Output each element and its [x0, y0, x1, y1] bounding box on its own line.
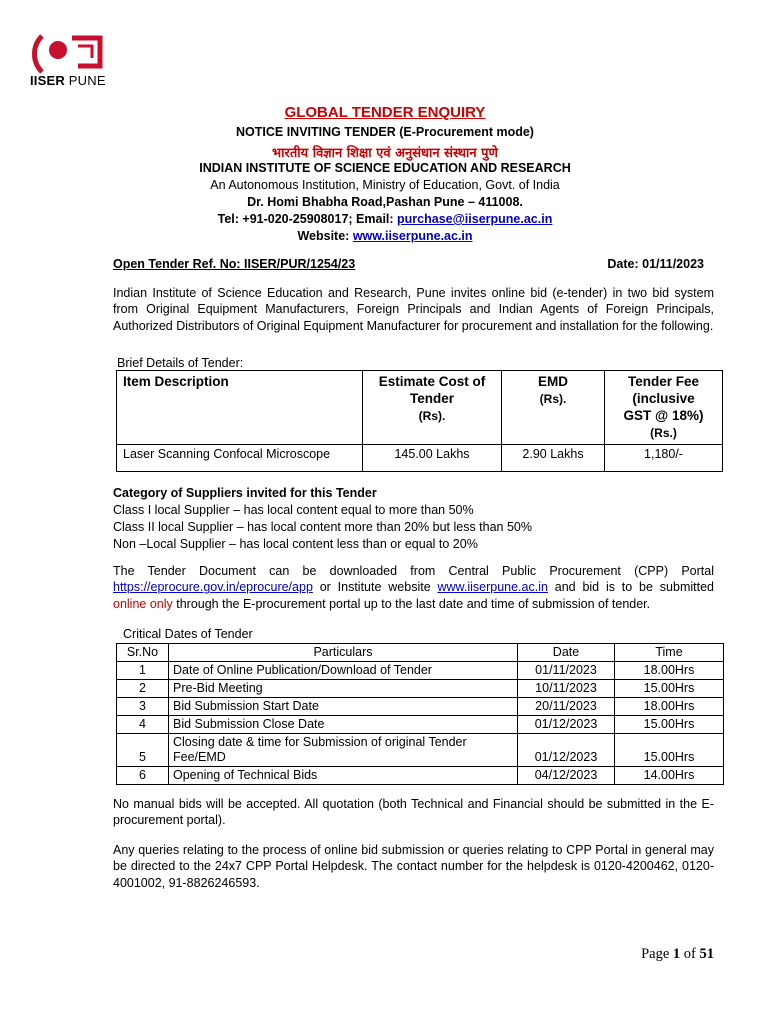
cell-time: 18.00Hrs [615, 662, 724, 680]
address: Dr. Homi Bhabha Road,Pashan Pune – 411008. [247, 195, 523, 209]
brief-label: Brief Details of Tender: [117, 356, 244, 370]
cell-sr: 2 [117, 680, 169, 698]
cell-time: 15.00Hrs [615, 680, 724, 698]
row-item: Laser Scanning Confocal Microscope [117, 445, 363, 472]
cell-date: 04/12/2023 [518, 767, 615, 785]
download-paragraph: The Tender Document can be downloaded from Central Public Procurement (CPP) Portal https://eprocure.gov.in/eprocure/app or Institute website www.iiserpune.ac.in and bid is to be submitted online only through the E-procurement portal up to the last date and time of submission of tender. [113, 564, 714, 611]
institute-website-link[interactable]: www.iiserpune.ac.in [437, 580, 548, 595]
cell-time: 18.00Hrs [615, 698, 724, 716]
row-emd: 2.90 Lakhs [502, 445, 605, 472]
cpp-portal-link[interactable]: https://eprocure.gov.in/eprocure/app [113, 580, 313, 595]
row-fee: 1,180/- [605, 445, 723, 472]
cell-date: 01/12/2023 [518, 734, 615, 767]
tender-ref: Open Tender Ref. No: IISER/PUR/1254/23 [113, 257, 356, 271]
cell-sr: 1 [117, 662, 169, 680]
hindi-name: भारतीय विज्ञान शिक्षा एवं अनुसंधान संस्थान पुणे [272, 146, 498, 161]
category-title: Category of Suppliers invited for this Tender [113, 486, 377, 500]
table-row [117, 662, 724, 680]
header-emd: EMD (Rs). [502, 371, 605, 445]
cell-particulars: Bid Submission Close Date [169, 716, 518, 734]
cell-sr: 4 [117, 716, 169, 734]
header-date: Date [518, 644, 615, 662]
critical-dates-table [116, 643, 724, 785]
autonomous-line: An Autonomous Institution, Ministry of Education, Govt. of India [210, 178, 560, 192]
page-number: Page 1 of 51 [641, 946, 714, 962]
table-row [117, 734, 724, 767]
header-time: Time [615, 644, 724, 662]
page-title: GLOBAL TENDER ENQUIRY [284, 104, 486, 121]
cell-date: 20/11/2023 [518, 698, 615, 716]
cell-particulars: Opening of Technical Bids [169, 767, 518, 785]
website-line: Website: www.iiserpune.ac.in [297, 229, 473, 243]
subtitle: NOTICE INVITING TENDER (E-Procurement mode) [236, 125, 534, 139]
cell-date: 01/11/2023 [518, 662, 615, 680]
logo-text: IISER PUNE [30, 73, 106, 88]
header-fee: Tender Fee (inclusive GST @ 18%) (Rs.) [605, 371, 723, 445]
manual-bid-note: No manual bids will be accepted. All quotation (both Technical and Financial should be submitted in the E-procurement portal). [113, 797, 714, 828]
cell-particulars: Date of Online Publication/Download of Tender [169, 662, 518, 680]
website-link[interactable]: www.iiserpune.ac.in [352, 229, 473, 243]
email-link[interactable]: purchase@iiserpune.ac.in [397, 212, 553, 226]
row-cost: 145.00 Lakhs [363, 445, 502, 472]
tender-date: Date: 01/11/2023 [607, 257, 704, 271]
header-particulars: Particulars [169, 644, 518, 662]
header-sr: Sr.No [117, 644, 169, 662]
cell-sr: 6 [117, 767, 169, 785]
institute-name: INDIAN INSTITUTE OF SCIENCE EDUCATION AND RESEARCH [199, 161, 571, 175]
intro-paragraph: Indian Institute of Science Education and Research, Pune invites online bid (e-tender) in two bid system from Original Equipment Manufacturers, Foreign Principals and Indian Agents of Foreign Principals, Authorized Distributors of Original Equipment Manufacturer for procurement and installation for the following. [113, 286, 714, 333]
table-row [117, 698, 724, 716]
table-row [117, 767, 724, 785]
category-item: Class I local Supplier – has local content equal to more than 50% [113, 503, 474, 517]
category-item: Non –Local Supplier – has local content less than or equal to 20% [113, 537, 478, 551]
cell-date: 10/11/2023 [518, 680, 615, 698]
helpdesk-note: Any queries relating to the process of online bid submission or queries relating to CPP Portal in general may be directed to the 24x7 CPP Portal Helpdesk. The contact number for the helpdesk is 0120-4200462, 0120-4001002, 91-8826246593. [113, 843, 714, 890]
cell-sr: 3 [117, 698, 169, 716]
cell-date: 01/12/2023 [518, 716, 615, 734]
cell-particulars: Pre-Bid Meeting [169, 680, 518, 698]
contact-line: Tel: +91-020-25908017; Email: purchase@iiserpune.ac.in [217, 212, 553, 226]
cell-particulars: Bid Submission Start Date [169, 698, 518, 716]
category-item: Class II local Supplier – has local content more than 20% but less than 50% [113, 520, 532, 534]
cell-time: 14.00Hrs [615, 767, 724, 785]
table-row [117, 680, 724, 698]
tender-table [116, 370, 723, 472]
critical-dates-label: Critical Dates of Tender [123, 627, 253, 641]
cell-time: 15.00Hrs [615, 716, 724, 734]
header-cost: Estimate Cost of Tender (Rs). [363, 371, 502, 445]
header-item: Item Description [117, 371, 363, 445]
cell-time: 15.00Hrs [615, 734, 724, 767]
cell-sr: 5 [117, 734, 169, 767]
table-row [117, 716, 724, 734]
cell-particulars: Closing date & time for Submission of original Tender Fee/EMD [169, 734, 518, 767]
